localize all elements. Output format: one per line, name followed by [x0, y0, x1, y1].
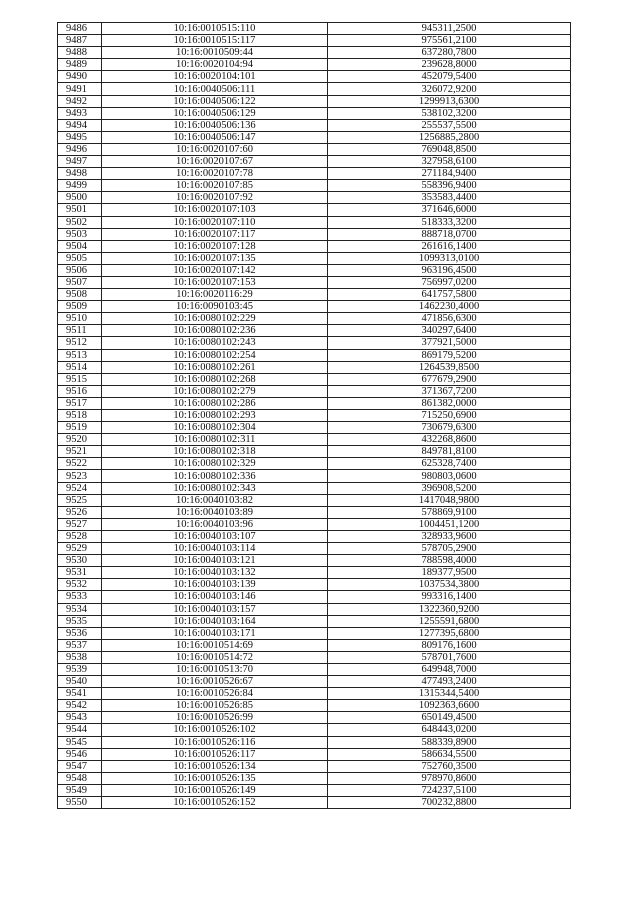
row-number-cell: 9488 [58, 47, 102, 59]
row-number-cell: 9526 [58, 506, 102, 518]
row-number-cell: 9495 [58, 131, 102, 143]
cadastral-value-cell: 1417048,9800 [328, 494, 571, 506]
cadastral-number-cell: 10:16:0010526:149 [102, 784, 328, 796]
cadastral-value-cell: 371646,6000 [328, 204, 571, 216]
cadastral-number-cell: 10:16:0040506:111 [102, 83, 328, 95]
table-row [58, 397, 571, 409]
table-row [58, 760, 571, 772]
row-number-cell: 9549 [58, 784, 102, 796]
table-row [58, 615, 571, 627]
row-number-cell: 9509 [58, 301, 102, 313]
table-row [58, 543, 571, 555]
cadastral-number-cell: 10:16:0010515:117 [102, 35, 328, 47]
cadastral-number-cell: 10:16:0080102:261 [102, 361, 328, 373]
cadastral-value-cell: 730679,6300 [328, 422, 571, 434]
table-row [58, 276, 571, 288]
table-row [58, 373, 571, 385]
row-number-cell: 9542 [58, 700, 102, 712]
cadastral-number-cell: 10:16:0080102:329 [102, 458, 328, 470]
cadastral-number-cell: 10:16:0080102:268 [102, 373, 328, 385]
row-number-cell: 9529 [58, 543, 102, 555]
table-row [58, 712, 571, 724]
table-row [58, 736, 571, 748]
cadastral-value-cell: 588339,8900 [328, 736, 571, 748]
cadastral-value-cell: 980803,0600 [328, 470, 571, 482]
cadastral-value-cell: 1299913,6300 [328, 95, 571, 107]
row-number-cell: 9534 [58, 603, 102, 615]
cadastral-value-cell: 432268,8600 [328, 434, 571, 446]
cadastral-number-cell: 10:16:0080102:279 [102, 385, 328, 397]
row-number-cell: 9504 [58, 240, 102, 252]
cadastral-value-cell: 377921,5000 [328, 337, 571, 349]
row-number-cell: 9520 [58, 434, 102, 446]
cadastral-number-cell: 10:16:0020107:67 [102, 156, 328, 168]
cadastral-number-cell: 10:16:0010526:116 [102, 736, 328, 748]
cadastral-number-cell: 10:16:0080102:243 [102, 337, 328, 349]
cadastral-value-cell: 1264539,8500 [328, 361, 571, 373]
row-number-cell: 9524 [58, 482, 102, 494]
row-number-cell: 9490 [58, 71, 102, 83]
cadastral-value-cell: 1462230,4000 [328, 301, 571, 313]
cadastral-value-table [57, 22, 571, 809]
cadastral-value-cell: 1037534,3800 [328, 579, 571, 591]
cadastral-number-cell: 10:16:0040103:164 [102, 615, 328, 627]
row-number-cell: 9522 [58, 458, 102, 470]
table-row [58, 663, 571, 675]
row-number-cell: 9519 [58, 422, 102, 434]
cadastral-value-cell: 650149,4500 [328, 712, 571, 724]
cadastral-number-cell: 10:16:0010526:99 [102, 712, 328, 724]
table-row [58, 204, 571, 216]
cadastral-value-cell: 724237,5100 [328, 784, 571, 796]
cadastral-value-cell: 809176,1600 [328, 639, 571, 651]
cadastral-number-cell: 10:16:0010509:44 [102, 47, 328, 59]
row-number-cell: 9550 [58, 797, 102, 809]
table-row [58, 216, 571, 228]
table-row [58, 748, 571, 760]
row-number-cell: 9499 [58, 180, 102, 192]
table-row [58, 530, 571, 542]
cadastral-number-cell: 10:16:0040103:107 [102, 530, 328, 542]
cadastral-value-cell: 538102,3200 [328, 107, 571, 119]
cadastral-number-cell: 10:16:0080102:336 [102, 470, 328, 482]
table-row [58, 470, 571, 482]
row-number-cell: 9535 [58, 615, 102, 627]
cadastral-number-cell: 10:16:0080102:293 [102, 410, 328, 422]
cadastral-value-cell: 578701,7600 [328, 651, 571, 663]
cadastral-value-cell: 578705,2900 [328, 543, 571, 555]
cadastral-value-cell: 1092363,6600 [328, 700, 571, 712]
table-row [58, 168, 571, 180]
row-number-cell: 9543 [58, 712, 102, 724]
table-row [58, 252, 571, 264]
cadastral-number-cell: 10:16:0040103:146 [102, 591, 328, 603]
table-row [58, 119, 571, 131]
table-row [58, 180, 571, 192]
table-row [58, 797, 571, 809]
cadastral-number-cell: 10:16:0040103:121 [102, 555, 328, 567]
row-number-cell: 9536 [58, 627, 102, 639]
table-row [58, 107, 571, 119]
cadastral-number-cell: 10:16:0040103:139 [102, 579, 328, 591]
table-row [58, 313, 571, 325]
table-row [58, 446, 571, 458]
cadastral-value-cell: 993316,1400 [328, 591, 571, 603]
cadastral-number-cell: 10:16:0040103:82 [102, 494, 328, 506]
table-row [58, 301, 571, 313]
cadastral-value-cell: 189377,9500 [328, 567, 571, 579]
table-row [58, 772, 571, 784]
cadastral-value-cell: 471856,6300 [328, 313, 571, 325]
table-row [58, 131, 571, 143]
row-number-cell: 9496 [58, 143, 102, 155]
cadastral-number-cell: 10:16:0010513:70 [102, 663, 328, 675]
cadastral-number-cell: 10:16:0040103:157 [102, 603, 328, 615]
cadastral-number-cell: 10:16:0080102:229 [102, 313, 328, 325]
cadastral-number-cell: 10:16:0020107:103 [102, 204, 328, 216]
row-number-cell: 9530 [58, 555, 102, 567]
row-number-cell: 9506 [58, 264, 102, 276]
cadastral-number-cell: 10:16:0010526:67 [102, 676, 328, 688]
cadastral-number-cell: 10:16:0020107:85 [102, 180, 328, 192]
row-number-cell: 9546 [58, 748, 102, 760]
cadastral-number-cell: 10:16:0010514:72 [102, 651, 328, 663]
row-number-cell: 9537 [58, 639, 102, 651]
cadastral-number-cell: 10:16:0040506:129 [102, 107, 328, 119]
cadastral-number-cell: 10:16:0080102:254 [102, 349, 328, 361]
cadastral-value-cell: 326072,9200 [328, 83, 571, 95]
cadastral-value-cell: 1322360,9200 [328, 603, 571, 615]
row-number-cell: 9521 [58, 446, 102, 458]
row-number-cell: 9515 [58, 373, 102, 385]
cadastral-value-cell: 396908,5200 [328, 482, 571, 494]
cadastral-value-cell: 261616,1400 [328, 240, 571, 252]
cadastral-value-cell: 637280,7800 [328, 47, 571, 59]
row-number-cell: 9539 [58, 663, 102, 675]
table-row [58, 156, 571, 168]
table-row [58, 494, 571, 506]
cadastral-value-cell: 769048,8500 [328, 143, 571, 155]
cadastral-value-cell: 888718,0700 [328, 228, 571, 240]
cadastral-number-cell: 10:16:0020107:128 [102, 240, 328, 252]
cadastral-number-cell: 10:16:0040103:132 [102, 567, 328, 579]
table-row [58, 71, 571, 83]
row-number-cell: 9508 [58, 289, 102, 301]
cadastral-value-cell: 578869,9100 [328, 506, 571, 518]
cadastral-value-cell: 327958,6100 [328, 156, 571, 168]
cadastral-value-cell: 978970,8600 [328, 772, 571, 784]
cadastral-number-cell: 10:16:0090103:45 [102, 301, 328, 313]
cadastral-number-cell: 10:16:0080102:236 [102, 325, 328, 337]
row-number-cell: 9538 [58, 651, 102, 663]
table-row [58, 289, 571, 301]
table-row [58, 422, 571, 434]
row-number-cell: 9489 [58, 59, 102, 71]
table-body [58, 23, 571, 809]
cadastral-value-cell: 518333,3200 [328, 216, 571, 228]
table-row [58, 688, 571, 700]
table-row [58, 228, 571, 240]
table-row [58, 264, 571, 276]
row-number-cell: 9505 [58, 252, 102, 264]
row-number-cell: 9532 [58, 579, 102, 591]
cadastral-number-cell: 10:16:0020107:78 [102, 168, 328, 180]
cadastral-number-cell: 10:16:0020104:94 [102, 59, 328, 71]
cadastral-number-cell: 10:16:0080102:318 [102, 446, 328, 458]
table-row [58, 337, 571, 349]
row-number-cell: 9512 [58, 337, 102, 349]
cadastral-value-cell: 477493,2400 [328, 676, 571, 688]
table-row [58, 651, 571, 663]
table-row [58, 349, 571, 361]
row-number-cell: 9545 [58, 736, 102, 748]
cadastral-number-cell: 10:16:0040506:147 [102, 131, 328, 143]
table-row [58, 385, 571, 397]
cadastral-number-cell: 10:16:0080102:343 [102, 482, 328, 494]
cadastral-number-cell: 10:16:0010526:117 [102, 748, 328, 760]
cadastral-number-cell: 10:16:0040103:171 [102, 627, 328, 639]
cadastral-value-cell: 452079,5400 [328, 71, 571, 83]
cadastral-value-cell: 271184,9400 [328, 168, 571, 180]
cadastral-value-cell: 975561,2100 [328, 35, 571, 47]
cadastral-value-cell: 641757,5800 [328, 289, 571, 301]
table-row [58, 35, 571, 47]
row-number-cell: 9514 [58, 361, 102, 373]
table-row [58, 95, 571, 107]
row-number-cell: 9528 [58, 530, 102, 542]
row-number-cell: 9533 [58, 591, 102, 603]
table-row [58, 23, 571, 35]
row-number-cell: 9492 [58, 95, 102, 107]
table-row [58, 639, 571, 651]
row-number-cell: 9494 [58, 119, 102, 131]
cadastral-value-cell: 861382,0000 [328, 397, 571, 409]
cadastral-number-cell: 10:16:0020107:142 [102, 264, 328, 276]
table-row [58, 325, 571, 337]
table-row [58, 458, 571, 470]
table-row [58, 676, 571, 688]
cadastral-number-cell: 10:16:0010514:69 [102, 639, 328, 651]
table-row [58, 518, 571, 530]
row-number-cell: 9511 [58, 325, 102, 337]
cadastral-number-cell: 10:16:0020107:92 [102, 192, 328, 204]
cadastral-number-cell: 10:16:0040103:89 [102, 506, 328, 518]
cadastral-value-cell: 586634,5500 [328, 748, 571, 760]
table-row [58, 434, 571, 446]
cadastral-number-cell: 10:16:0040103:96 [102, 518, 328, 530]
cadastral-number-cell: 10:16:0010526:134 [102, 760, 328, 772]
cadastral-number-cell: 10:16:0020107:153 [102, 276, 328, 288]
cadastral-number-cell: 10:16:0010526:135 [102, 772, 328, 784]
row-number-cell: 9527 [58, 518, 102, 530]
cadastral-value-cell: 677679,2900 [328, 373, 571, 385]
row-number-cell: 9544 [58, 724, 102, 736]
table-row [58, 192, 571, 204]
cadastral-value-cell: 1004451,1200 [328, 518, 571, 530]
cadastral-number-cell: 10:16:0010526:85 [102, 700, 328, 712]
cadastral-value-cell: 353583,4400 [328, 192, 571, 204]
table-row [58, 143, 571, 155]
cadastral-value-cell: 648443,0200 [328, 724, 571, 736]
row-number-cell: 9548 [58, 772, 102, 784]
cadastral-number-cell: 10:16:0080102:286 [102, 397, 328, 409]
cadastral-value-cell: 1099313,0100 [328, 252, 571, 264]
cadastral-number-cell: 10:16:0020107:60 [102, 143, 328, 155]
cadastral-value-cell: 371367,7200 [328, 385, 571, 397]
row-number-cell: 9525 [58, 494, 102, 506]
cadastral-number-cell: 10:16:0020107:135 [102, 252, 328, 264]
table-row [58, 627, 571, 639]
table-row [58, 591, 571, 603]
cadastral-value-cell: 649948,7000 [328, 663, 571, 675]
cadastral-number-cell: 10:16:0020104:101 [102, 71, 328, 83]
cadastral-value-cell: 788598,4000 [328, 555, 571, 567]
row-number-cell: 9502 [58, 216, 102, 228]
row-number-cell: 9487 [58, 35, 102, 47]
table-row [58, 700, 571, 712]
row-number-cell: 9518 [58, 410, 102, 422]
table-row [58, 506, 571, 518]
cadastral-value-cell: 328933,9600 [328, 530, 571, 542]
cadastral-number-cell: 10:16:0010526:84 [102, 688, 328, 700]
row-number-cell: 9547 [58, 760, 102, 772]
cadastral-value-cell: 849781,8100 [328, 446, 571, 458]
table-row [58, 784, 571, 796]
cadastral-value-cell: 1315344,5400 [328, 688, 571, 700]
row-number-cell: 9503 [58, 228, 102, 240]
row-number-cell: 9491 [58, 83, 102, 95]
cadastral-value-cell: 1256885,2800 [328, 131, 571, 143]
row-number-cell: 9540 [58, 676, 102, 688]
cadastral-number-cell: 10:16:0020107:117 [102, 228, 328, 240]
cadastral-number-cell: 10:16:0080102:311 [102, 434, 328, 446]
row-number-cell: 9510 [58, 313, 102, 325]
cadastral-value-cell: 752760,3500 [328, 760, 571, 772]
cadastral-value-cell: 715250,6900 [328, 410, 571, 422]
table-row [58, 410, 571, 422]
cadastral-number-cell: 10:16:0020107:110 [102, 216, 328, 228]
row-number-cell: 9498 [58, 168, 102, 180]
cadastral-value-cell: 1277395,6800 [328, 627, 571, 639]
cadastral-value-cell: 625328,7400 [328, 458, 571, 470]
row-number-cell: 9523 [58, 470, 102, 482]
cadastral-number-cell: 10:16:0010526:152 [102, 797, 328, 809]
table-row [58, 482, 571, 494]
row-number-cell: 9541 [58, 688, 102, 700]
table-row [58, 59, 571, 71]
row-number-cell: 9500 [58, 192, 102, 204]
cadastral-number-cell: 10:16:0010526:102 [102, 724, 328, 736]
cadastral-value-cell: 700232,8800 [328, 797, 571, 809]
row-number-cell: 9501 [58, 204, 102, 216]
row-number-cell: 9493 [58, 107, 102, 119]
table-row [58, 361, 571, 373]
row-number-cell: 9531 [58, 567, 102, 579]
cadastral-value-cell: 255537,5500 [328, 119, 571, 131]
cadastral-number-cell: 10:16:0040506:136 [102, 119, 328, 131]
cadastral-value-cell: 869179,5200 [328, 349, 571, 361]
cadastral-number-cell: 10:16:0080102:304 [102, 422, 328, 434]
cadastral-number-cell: 10:16:0010515:110 [102, 23, 328, 35]
cadastral-value-cell: 558396,9400 [328, 180, 571, 192]
cadastral-value-cell: 963196,4500 [328, 264, 571, 276]
table-row [58, 724, 571, 736]
table-row [58, 240, 571, 252]
table-row [58, 579, 571, 591]
table-row [58, 555, 571, 567]
cadastral-number-cell: 10:16:0040103:114 [102, 543, 328, 555]
table-row [58, 47, 571, 59]
cadastral-value-cell: 340297,6400 [328, 325, 571, 337]
row-number-cell: 9507 [58, 276, 102, 288]
row-number-cell: 9486 [58, 23, 102, 35]
cadastral-number-cell: 10:16:0040506:122 [102, 95, 328, 107]
cadastral-value-cell: 756997,0200 [328, 276, 571, 288]
cadastral-number-cell: 10:16:0020116:29 [102, 289, 328, 301]
row-number-cell: 9516 [58, 385, 102, 397]
cadastral-value-cell: 239628,8000 [328, 59, 571, 71]
row-number-cell: 9517 [58, 397, 102, 409]
row-number-cell: 9497 [58, 156, 102, 168]
table-row [58, 83, 571, 95]
table-row [58, 567, 571, 579]
cadastral-value-cell: 1255591,6800 [328, 615, 571, 627]
cadastral-value-cell: 945311,2500 [328, 23, 571, 35]
table-row [58, 603, 571, 615]
row-number-cell: 9513 [58, 349, 102, 361]
